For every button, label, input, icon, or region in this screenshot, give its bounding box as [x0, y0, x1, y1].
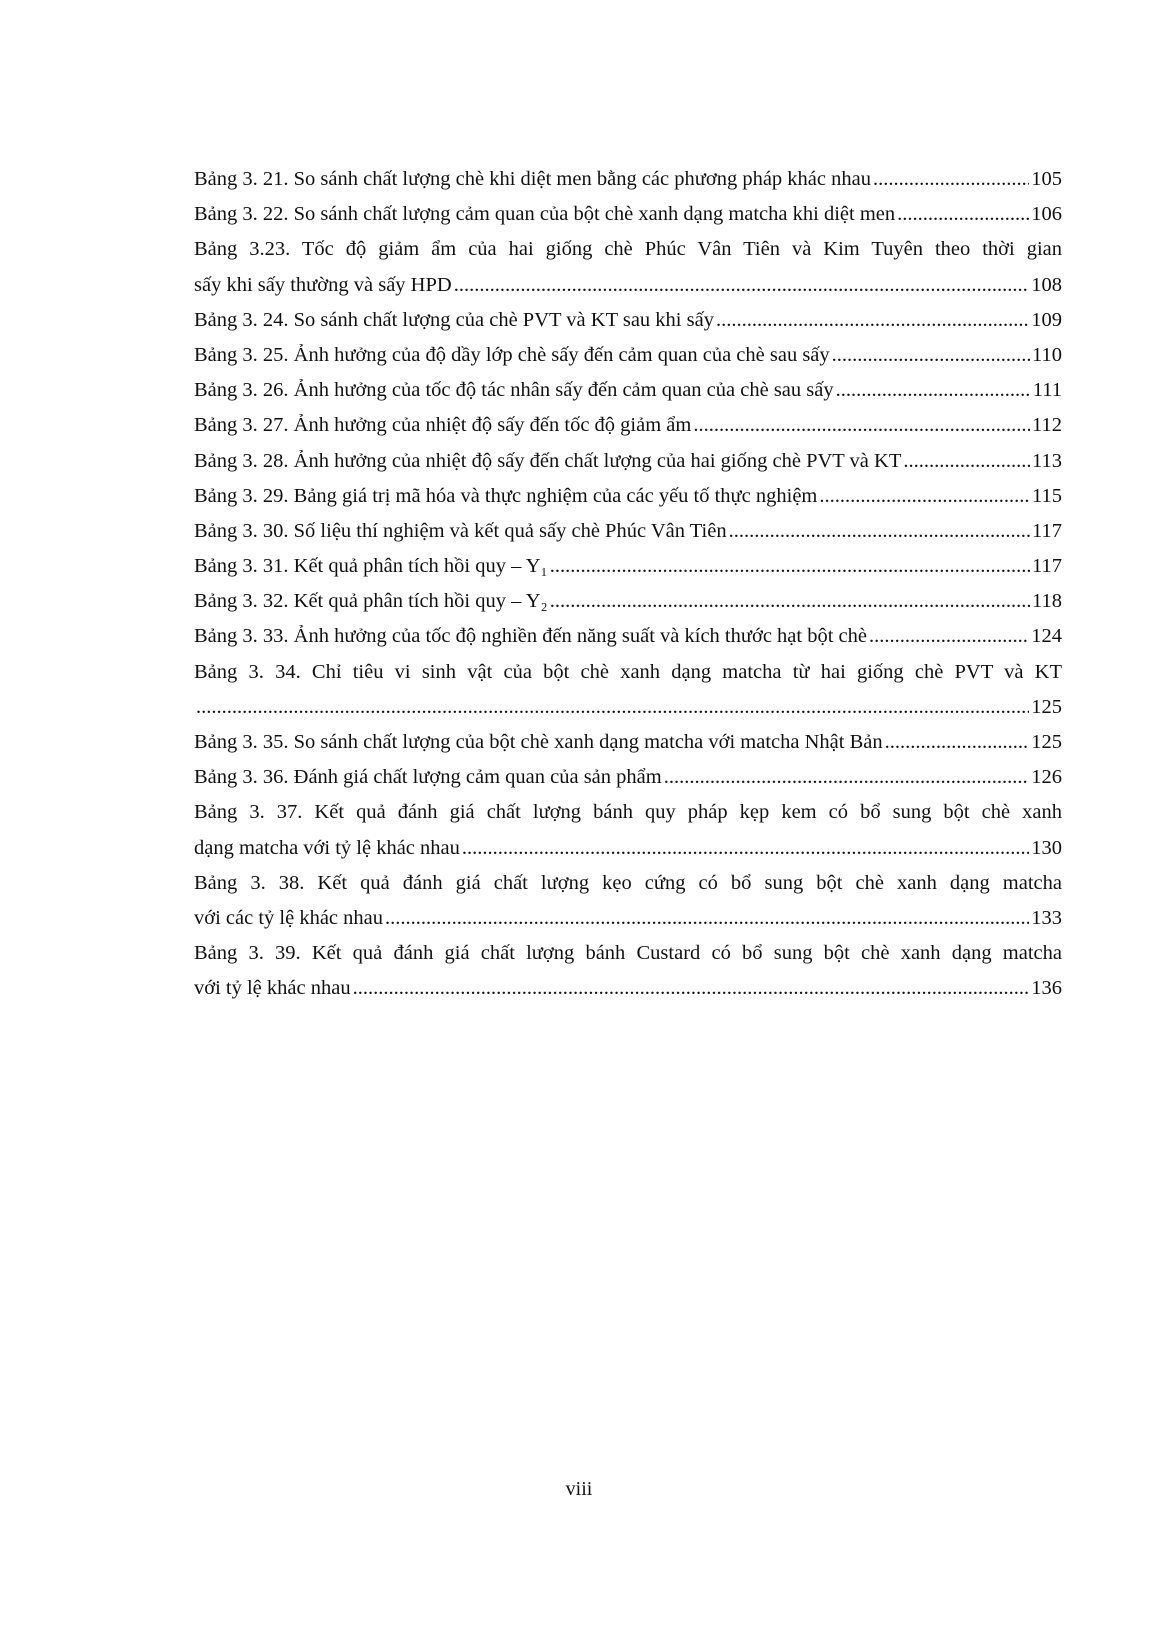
toc-entry-line[interactable] — [194, 655, 1062, 690]
toc-entry-line[interactable] — [194, 373, 1062, 408]
toc-entry-line[interactable] — [194, 268, 1062, 303]
table-of-contents — [194, 162, 1062, 1007]
toc-entry-text: Bảng 3. 30. Số liệu thí nghiệm và kết quả sấy chè Phúc Vân Tiên — [194, 519, 727, 542]
toc-entry-text: Bảng 3. 36. Đánh giá chất lượng cảm quan của sản phẩm — [194, 766, 662, 789]
toc-entry-line[interactable] — [194, 549, 1062, 584]
toc-entry-line[interactable] — [194, 971, 1062, 1006]
toc-entry-text: Bảng 3. 24. So sánh chất lượng của chè PVT và KT sau khi sấy — [194, 308, 714, 331]
toc-entry-text: với tỷ lệ khác nhau — [194, 977, 351, 1000]
toc-entry-text: Bảng 3. 34. Chỉ tiêu vi sinh vật của bột chè xanh dạng matcha từ hai giống chè PVT và KT — [194, 660, 1062, 683]
toc-entry-text: Bảng 3. 38. Kết quả đánh giá chất lượng kẹo cứng có bổ sung bột chè xanh dạng matcha — [194, 871, 1062, 894]
dot-leader — [462, 831, 1029, 866]
toc-entry-line[interactable] — [194, 408, 1062, 443]
dot-leader — [716, 303, 1029, 338]
toc-entry-text: Bảng 3. 27. Ảnh hưởng của nhiệt độ sấy đến tốc độ giảm ẩm — [194, 414, 692, 437]
toc-entry-line[interactable] — [194, 831, 1062, 866]
dot-leader — [897, 197, 1029, 232]
toc-page-number: 136 — [1031, 977, 1062, 1000]
toc-entry-text: Bảng 3.23. Tốc độ giảm ẩm của hai giống chè Phúc Vân Tiên và Kim Tuyên theo thời gian — [194, 238, 1062, 261]
toc-entry-text: Bảng 3. 28. Ảnh hưởng của nhiệt độ sấy đến chất lượng của hai giống chè PVT và KT — [194, 449, 902, 472]
dot-leader — [693, 408, 1030, 443]
toc-entry-text: dạng matcha với tỷ lệ khác nhau — [194, 836, 460, 859]
toc-page-number: 110 — [1032, 343, 1062, 366]
toc-entry-text: Bảng 3. 29. Bảng giá trị mã hóa và thực nghiệm của các yếu tố thực nghiệm — [194, 484, 818, 507]
toc-entry-text: Bảng 3. 21. So sánh chất lượng chè khi diệt men bằng các phương pháp khác nhau — [194, 168, 871, 190]
toc-page-number: 115 — [1032, 484, 1062, 507]
dot-leader — [885, 725, 1030, 760]
toc-page-number: 111 — [1032, 379, 1062, 402]
toc-entry-line[interactable] — [194, 901, 1062, 936]
dot-leader — [454, 268, 1030, 303]
dot-leader — [385, 901, 1029, 936]
toc-entry-text: Bảng 3. 22. So sánh chất lượng cảm quan của bột chè xanh dạng matcha khi diệt men — [194, 203, 896, 226]
dot-leader — [196, 690, 1029, 725]
toc-page-number: 105 — [1031, 168, 1062, 190]
toc-entry-line[interactable] — [194, 162, 1062, 197]
toc-entry-text: Bảng 3. 32. Kết quả phân tích hồi quy – Y₂ — [194, 590, 548, 613]
dot-leader — [664, 760, 1030, 795]
toc-entry-line[interactable] — [194, 479, 1062, 514]
toc-entry-text: sấy khi sấy thường và sấy HPD — [194, 273, 452, 296]
toc-entry-text: Bảng 3. 35. So sánh chất lượng của bột chè xanh dạng matcha với matcha Nhật Bản — [194, 731, 883, 753]
toc-entry-line[interactable] — [194, 936, 1062, 971]
toc-entry-line[interactable] — [194, 619, 1062, 654]
toc-page-number: 133 — [1031, 906, 1062, 929]
dot-leader — [869, 619, 1029, 654]
toc-page-number: 109 — [1031, 308, 1062, 331]
toc-entry-line[interactable] — [194, 795, 1062, 830]
toc-entry-text: với các tỷ lệ khác nhau — [194, 906, 383, 929]
page-number: viii — [565, 1478, 593, 1500]
dot-leader — [729, 514, 1030, 549]
dot-leader — [903, 444, 1030, 479]
dot-leader — [353, 971, 1030, 1006]
toc-page-number: 126 — [1031, 766, 1062, 789]
toc-page-number: 113 — [1032, 449, 1062, 472]
dot-leader — [550, 549, 1030, 584]
toc-entry-line[interactable] — [194, 584, 1062, 619]
toc-page-number: 124 — [1031, 625, 1062, 648]
toc-page-number: 125 — [1031, 731, 1062, 753]
dot-leader — [832, 338, 1030, 373]
toc-entry-line[interactable] — [194, 725, 1062, 760]
toc-entry-text: Bảng 3. 37. Kết quả đánh giá chất lượng bánh quy pháp kẹp kem có bổ sung bột chè xanh — [194, 801, 1062, 824]
toc-page-number: 106 — [1031, 203, 1062, 226]
dot-leader — [819, 479, 1030, 514]
toc-page-number: 118 — [1032, 590, 1062, 613]
toc-entry-line[interactable] — [194, 760, 1062, 795]
toc-page-number: 125 — [1031, 695, 1062, 718]
toc-entry-line[interactable] — [194, 338, 1062, 373]
toc-entry-text: Bảng 3. 33. Ảnh hưởng của tốc độ nghiền đến năng suất và kích thước hạt bột chè — [194, 625, 867, 648]
toc-entry-line[interactable] — [194, 303, 1062, 338]
toc-entry-line[interactable] — [194, 232, 1062, 267]
dot-leader — [550, 584, 1030, 619]
toc-entry-line[interactable] — [194, 514, 1062, 549]
dot-leader — [873, 162, 1029, 197]
toc-entry-line[interactable] — [194, 690, 1062, 725]
dot-leader — [836, 373, 1031, 408]
toc-page-number: 108 — [1031, 273, 1062, 296]
toc-entry-text: Bảng 3. 25. Ảnh hưởng của độ dầy lớp chè sấy đến cảm quan của chè sau sấy — [194, 343, 830, 366]
toc-page-number: 117 — [1032, 555, 1062, 578]
toc-entry-text: Bảng 3. 31. Kết quả phân tích hồi quy – Y₁ — [194, 555, 548, 578]
toc-page-number: 130 — [1031, 836, 1062, 859]
toc-entry-line[interactable] — [194, 866, 1062, 901]
toc-page-number: 117 — [1032, 519, 1062, 542]
toc-page-number: 112 — [1032, 414, 1062, 437]
toc-entry-line[interactable] — [194, 444, 1062, 479]
toc-entry-line[interactable] — [194, 197, 1062, 232]
toc-entry-text: Bảng 3. 39. Kết quả đánh giá chất lượng bánh Custard có bổ sung bột chè xanh dạng matcha — [194, 942, 1062, 965]
toc-entry-text: Bảng 3. 26. Ảnh hưởng của tốc độ tác nhân sấy đến cảm quan của chè sau sấy — [194, 379, 834, 402]
